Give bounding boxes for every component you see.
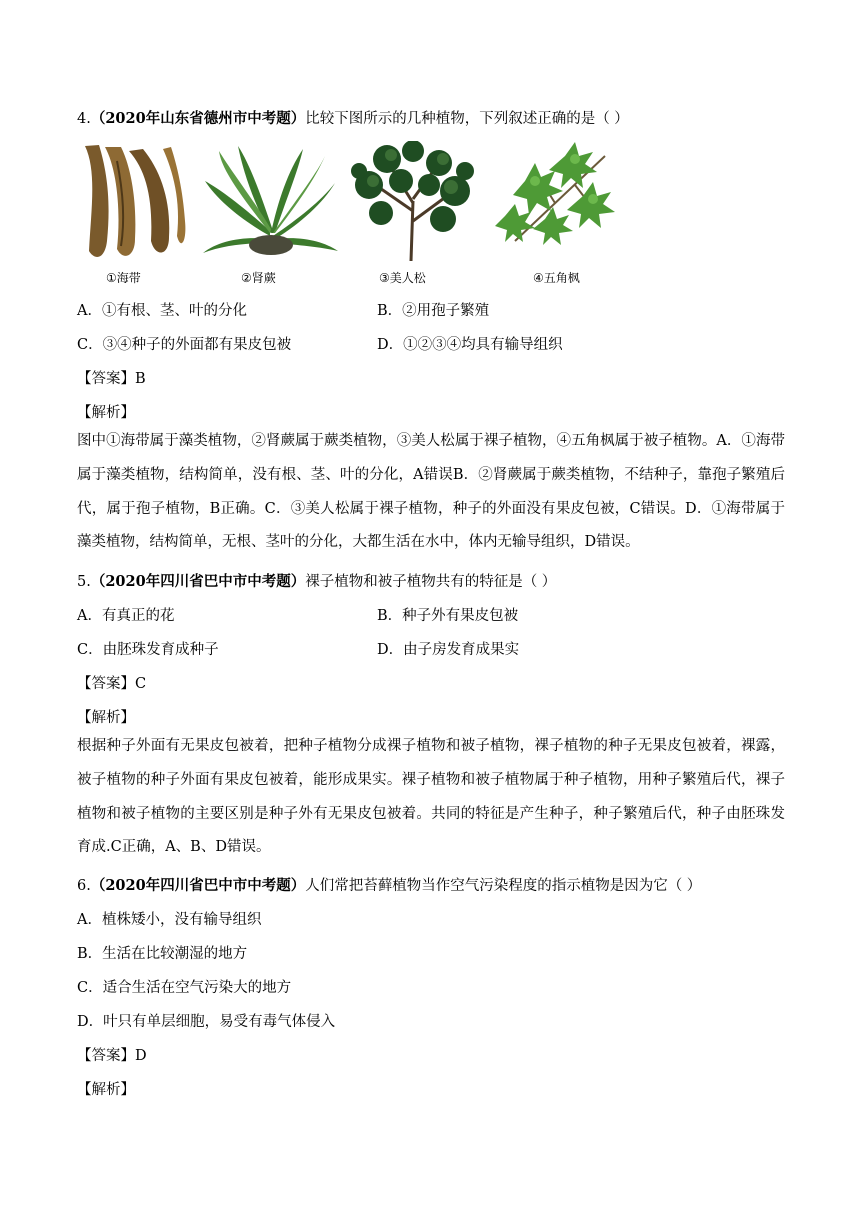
q5-answer: 【答案】C	[77, 676, 147, 692]
q6-option-a: A．植株矮小，没有输导组织	[77, 912, 262, 928]
q4-option-d: D．①②③④均具有输导组织	[377, 337, 563, 353]
question-text: 裸子植物和被子植物共有的特征是（ ）	[305, 574, 557, 590]
q5-analysis-text: 根据种子外面有无果皮包被着，把种子植物分成裸子植物和被子植物，裸子植物的种子无果皮包被着，裸露，被子植物的种子外面有果皮包被着，能形成果实。裸子植物和被子植物属于种子植物，用种子繁殖后代，裸子植物和被子植物的主要区别是种子外有无果皮包被着。共同的特征是产生种子，种子繁殖后代，种子由胚珠发育成.C正确，A、B、D错误。	[77, 738, 785, 856]
q6-option-c: C．适合生活在空气污染大的地方	[77, 980, 292, 996]
q6-analysis-label: 【解析】	[77, 1082, 135, 1098]
q5-option-b: B．种子外有果皮包被	[377, 608, 519, 624]
caption-kelp: ①海带	[106, 271, 141, 285]
maple-image	[495, 141, 620, 263]
caption-maple: ④五角枫	[533, 271, 580, 285]
question-number: 6.	[77, 878, 91, 894]
question-6-stem	[77, 875, 701, 897]
q5-option-a: A．有真正的花	[77, 608, 175, 624]
question-text: 比较下图所示的几种植物，下列叙述正确的是（ ）	[305, 111, 629, 127]
q5-option-d: D．由子房发育成果实	[377, 642, 520, 658]
q5-option-c: C．由胚珠发育成种子	[77, 642, 219, 658]
question-source: （2020年四川省巴中市中考题）	[90, 877, 306, 894]
pine-image	[347, 141, 477, 263]
question-number: 5.	[77, 574, 91, 590]
question-5-stem	[77, 571, 556, 593]
question-source: （2020年四川省巴中市中考题）	[90, 573, 306, 590]
q4-option-a: A．①有根、茎、叶的分化	[77, 303, 247, 319]
q5-analysis-label: 【解析】	[77, 710, 135, 726]
q6-option-d: D．叶只有单层细胞，易受有毒气体侵入	[77, 1014, 336, 1030]
q4-analysis-label: 【解析】	[77, 405, 135, 421]
fern-image	[203, 141, 338, 263]
question-text: 人们常把苔藓植物当作空气污染程度的指示植物是因为它（ ）	[305, 878, 702, 894]
kelp-image	[77, 141, 187, 263]
caption-fern: ②肾蕨	[241, 271, 276, 285]
caption-pine: ③美人松	[379, 271, 426, 285]
plants-figure	[77, 141, 622, 291]
question-4-stem	[77, 108, 629, 130]
q4-analysis-text: 图中①海带属于藻类植物，②肾蕨属于蕨类植物，③美人松属于裸子植物，④五角枫属于被子植物。A．①海带属于藻类植物，结构简单，没有根、茎、叶的分化，A错误B．②肾蕨属于蕨类植物，不结种子，靠孢子繁殖后代，属于孢子植物，B正确。C．③美人松属于裸子植物，种子的外面没有果皮包被，C错误。D．①海带属于藻类植物，结构简单，无根、茎叶的分化，大都生活在水中，体内无输导组织，D错误。	[77, 433, 785, 551]
q4-option-c: C．③④种子的外面都有果皮包被	[77, 337, 292, 353]
question-number: 4.	[77, 111, 91, 127]
q6-answer: 【答案】D	[77, 1048, 147, 1064]
q4-option-b: B．②用孢子繁殖	[377, 303, 490, 319]
question-source: （2020年山东省德州市中考题）	[90, 110, 306, 127]
q4-answer: 【答案】B	[77, 371, 146, 387]
q6-option-b: B．生活在比较潮湿的地方	[77, 946, 248, 962]
